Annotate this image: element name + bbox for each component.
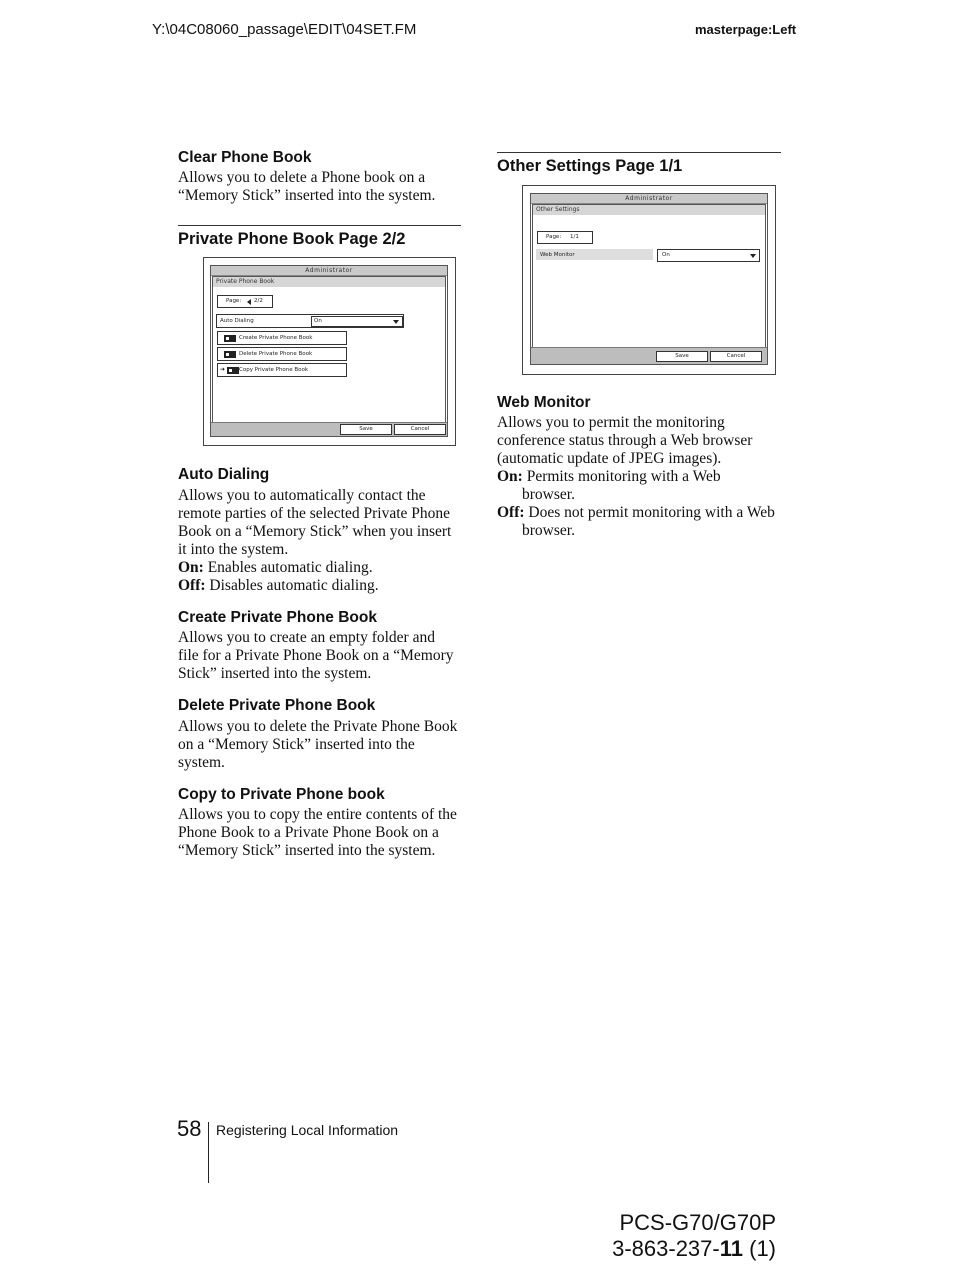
text-line: Allows you to permit the monitoring [497, 414, 725, 431]
text-line: it into the system. [178, 541, 289, 558]
copy-arrow-icon: ➜ [220, 366, 226, 373]
model-name: PCS-G70/G70P [619, 1210, 776, 1235]
create-text [178, 629, 468, 683]
page-number: 58 [177, 1116, 202, 1141]
admin-window [530, 193, 768, 365]
delete-private-phone-book-button[interactable] [217, 347, 347, 361]
off-option [178, 577, 468, 595]
button-bar [531, 347, 767, 364]
auto-dialing-row [216, 314, 404, 328]
off-label: Off: [497, 504, 525, 521]
memory-stick-icon [224, 335, 236, 342]
panel-subtitle: Private Phone Book [213, 277, 445, 287]
text-line: remote parties of the selected Private Phone [178, 505, 451, 522]
chevron-down-icon [750, 254, 756, 258]
off-text: Does not permit monitoring with a Web [524, 504, 775, 521]
delete-heading: Delete Private Phone Book [178, 697, 376, 714]
cancel-button[interactable]: Cancel [710, 351, 762, 362]
code-bold: 11 [719, 1236, 743, 1261]
text-line: file for a Private Phone Book on a “Memory [178, 647, 454, 664]
page-value: 2/2 [254, 298, 263, 304]
clear-phone-book-heading: Clear Phone Book [178, 149, 312, 166]
on-option [178, 559, 468, 577]
admin-window [210, 265, 448, 437]
window-title: Administrator [531, 194, 767, 204]
clear-phone-book-text [178, 169, 468, 205]
on-text: Permits monitoring with a Web [522, 468, 721, 485]
page-value: 1/1 [570, 234, 579, 240]
delete-text [178, 718, 468, 772]
memory-stick-icon [224, 351, 236, 358]
page-indicator [217, 295, 273, 308]
off-continuation: browser. [522, 522, 575, 539]
chevron-down-icon [393, 320, 399, 324]
text-line: “Memory Stick” inserted into the system. [178, 842, 436, 859]
save-button[interactable]: Save [340, 424, 392, 435]
off-option [497, 504, 787, 522]
web-monitor-heading: Web Monitor [497, 394, 591, 411]
delete-label: Delete Private Phone Book [239, 351, 313, 357]
copy-text [178, 806, 468, 860]
cancel-button[interactable]: Cancel [394, 424, 446, 435]
on-option [497, 468, 787, 486]
text-line: Allows you to delete a Phone book on a [178, 169, 426, 186]
off-text: Disables automatic dialing. [205, 577, 379, 594]
text-line: Allows you to automatically contact the [178, 487, 426, 504]
web-monitor-text [497, 414, 787, 540]
auto-dialing-value: On [314, 318, 322, 324]
text-line: on a “Memory Stick” inserted into the [178, 736, 415, 753]
text-line: Allows you to delete the Private Phone Book [178, 718, 458, 735]
web-monitor-value: On [662, 252, 670, 258]
code-suffix: (1) [743, 1236, 776, 1261]
model-info [612, 1210, 776, 1262]
page-prev-arrow-icon[interactable] [247, 299, 251, 305]
window-title: Administrator [211, 266, 447, 276]
auto-dialing-heading: Auto Dialing [178, 466, 270, 483]
on-label: On: [497, 468, 523, 485]
text-line: Book on a “Memory Stick” when you insert [178, 523, 452, 540]
document-code [612, 1236, 776, 1262]
web-monitor-select[interactable] [657, 249, 760, 262]
page-label: Page: [546, 234, 562, 240]
settings-panel [532, 204, 766, 350]
copy-label: Copy Private Phone Book [239, 367, 309, 373]
code-prefix: 3-863-237- [612, 1236, 720, 1261]
text-line: system. [178, 754, 225, 771]
settings-panel [212, 276, 446, 425]
on-text: Enables automatic dialing. [203, 559, 373, 576]
text-line: Allows you to copy the entire contents of the [178, 806, 457, 823]
create-heading: Create Private Phone Book [178, 609, 377, 626]
auto-dialing-label: Auto Dialing [220, 318, 254, 324]
web-monitor-label: Web Monitor [540, 252, 575, 258]
panel-subtitle: Other Settings [533, 205, 765, 215]
text-line: conference status through a Web browser [497, 432, 753, 449]
button-bar [211, 422, 447, 436]
copy-heading: Copy to Private Phone book [178, 786, 385, 803]
other-settings-section-title: Other Settings Page 1/1 [497, 152, 781, 176]
footer-divider [208, 1122, 209, 1183]
on-continuation: browser. [522, 486, 575, 503]
footer-section-name: Registering Local Information [216, 1122, 399, 1138]
web-monitor-row [536, 249, 653, 260]
page-indicator [537, 231, 593, 244]
copy-private-phone-book-button[interactable] [217, 363, 347, 377]
off-label: Off: [178, 577, 206, 594]
masterpage-label: masterpage:Left [695, 22, 797, 37]
create-label: Create Private Phone Book [239, 335, 313, 341]
file-path-header: Y:\04C08060_passage\EDIT\04SET.FM [152, 21, 417, 38]
text-line: (automatic update of JPEG images). [497, 450, 722, 467]
text-line: Allows you to create an empty folder and [178, 629, 435, 646]
on-label: On: [178, 559, 204, 576]
create-private-phone-book-button[interactable] [217, 331, 347, 345]
text-line: “Memory Stick” inserted into the system. [178, 187, 436, 204]
text-line: Stick” inserted into the system. [178, 665, 372, 682]
auto-dialing-select[interactable] [311, 316, 403, 327]
memory-stick-icon [227, 367, 239, 374]
auto-dialing-text [178, 487, 468, 595]
text-line: Phone Book to a Private Phone Book on a [178, 824, 439, 841]
other-settings-screenshot [522, 185, 776, 375]
private-phone-book-screenshot [203, 257, 456, 446]
save-button[interactable]: Save [656, 351, 708, 362]
private-phone-book-section-title: Private Phone Book Page 2/2 [178, 225, 461, 249]
page-label: Page: [226, 298, 242, 304]
